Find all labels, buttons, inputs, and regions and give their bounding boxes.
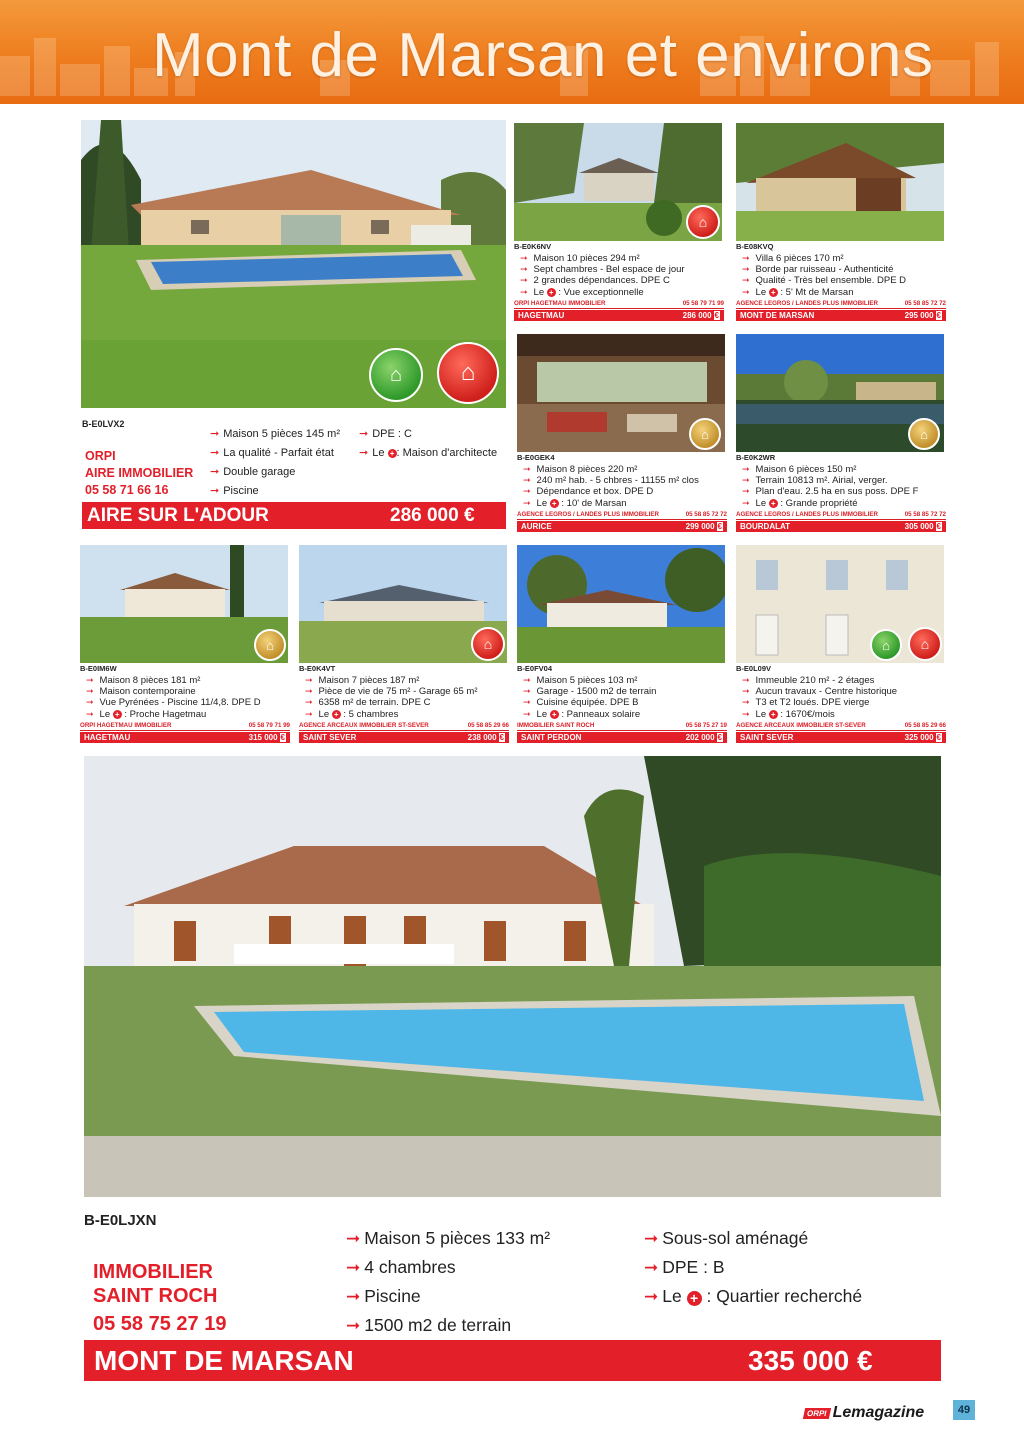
arrow-right-icon: ➞ [305,675,313,685]
arrow-right-icon: ➞ [523,686,531,697]
listing-card[interactable] [517,453,727,553]
agency-phone[interactable]: 05 58 79 71 99 [248,721,290,729]
feature-item: ➞ DPE : C [359,428,412,440]
agency-name-line: ORPI [85,449,116,463]
feature-item: ➞ Piscine [210,485,259,497]
feature-item: ➞ 4 chambres [346,1257,456,1277]
listing-card-main-2[interactable] [84,1212,941,1382]
listing-card-main-1[interactable] [82,418,506,530]
agency-name: IMMOBILIER SAINT ROCH [517,721,595,729]
arrow-right-icon: ➞ [210,447,220,459]
currency: € [717,521,722,531]
feature-item: ➞ 1500 m2 de terrain [346,1315,512,1335]
plus-icon: + [113,710,122,719]
plus-icon: + [550,499,559,508]
agency-phone[interactable]: 05 58 85 72 72 [685,510,727,518]
favorite-house-icon[interactable]: ⌂ [471,627,505,661]
feature-list [736,253,946,298]
arrow-right-icon: ➞ [644,1287,659,1306]
listing-ref: B-E0L09V [736,664,772,673]
agency-name: AGENCE ARCEAUX IMMOBILIER ST-SEVER [299,721,429,729]
gold-house-icon: ⌂ [689,418,721,450]
energy-house-icon: ⌂ [870,629,902,661]
feature-item: ➞ Le + : Grande propriété [742,497,858,509]
plus-icon: + [388,449,397,458]
currency: € [714,310,719,320]
arrow-right-icon: ➞ [86,686,94,697]
listing-photo-main-1[interactable] [81,120,506,408]
arrow-right-icon: ➞ [210,428,220,440]
feature-item: ➞ Le + : Panneaux solaire [523,708,641,720]
currency: € [280,732,285,742]
price: 305 000 [904,521,934,531]
arrow-right-icon: ➞ [520,275,528,286]
feature-list [359,425,497,463]
price: 315 000 [248,732,278,742]
city-name: HAGETMAU [518,310,565,320]
listing-photo-main-2[interactable] [84,756,941,1197]
feature-list [80,675,290,720]
feature-item: ➞ Maison 5 pièces 133 m² [346,1228,551,1248]
arrow-right-icon: ➞ [305,708,313,719]
arrow-right-icon: ➞ [210,466,220,478]
price: 335 000 € [748,1345,873,1376]
arrow-right-icon: ➞ [523,708,531,719]
agency-phone[interactable]: 05 58 75 27 19 [93,1313,227,1335]
arrow-right-icon: ➞ [742,264,750,275]
price-bar [82,502,506,529]
feature-item: ➞ Villa 6 pièces 170 m² [742,253,844,264]
arrow-right-icon: ➞ [523,697,531,708]
listing-photo[interactable] [736,123,944,241]
currency: € [936,521,941,531]
gold-house-icon: ⌂ [908,418,940,450]
feature-item: ➞ Sept chambres - Bel espace de jour [520,264,685,276]
currency: € [499,732,504,742]
agency-phone[interactable]: 05 58 85 72 72 [904,510,946,518]
listing-ref: B-E0K2WR [736,453,776,462]
arrow-right-icon: ➞ [742,497,750,508]
feature-item: ➞ Le + : Maison d'architecte [359,447,498,459]
agency-block [85,448,193,499]
arrow-right-icon: ➞ [742,675,750,685]
feature-item: ➞ DPE : B [644,1257,725,1277]
orpi-logo: ORPI [803,1408,831,1419]
price-bar [84,1340,941,1381]
agency-phone[interactable]: 05 58 85 72 72 [904,299,946,307]
city-name: SAINT SEVER [303,732,357,742]
arrow-right-icon: ➞ [742,275,750,286]
agency-phone[interactable]: 05 58 79 71 99 [682,299,724,307]
feature-list [517,464,727,509]
agency-name-line: IMMOBILIER [93,1261,213,1283]
arrow-right-icon: ➞ [742,686,750,697]
feature-list [517,675,727,720]
currency: € [936,310,941,320]
agency-row [517,510,727,520]
favorite-house-icon[interactable]: ⌂ [908,627,942,661]
city-name: HAGETMAU [84,732,131,742]
listing-photo[interactable] [736,334,944,452]
arrow-right-icon: ➞ [86,708,94,719]
arrow-right-icon: ➞ [520,253,528,263]
agency-row [514,299,724,309]
currency: € [717,732,722,742]
feature-item: ➞ Le + : 10' de Marsan [523,497,627,509]
plus-icon: + [550,710,559,719]
arrow-right-icon: ➞ [644,1229,659,1248]
agency-name-line: AIRE IMMOBILIER [85,466,194,480]
price: 295 000 [904,310,934,320]
magazine-brand [804,1402,924,1424]
city-name: SAINT PERDON [521,732,582,742]
page-number: 49 [953,1400,975,1420]
feature-item: ➞ Maison 5 pièces 103 m² [523,675,638,686]
arrow-right-icon: ➞ [742,697,750,708]
listing-ref: B-E0FV04 [517,664,553,673]
arrow-right-icon: ➞ [210,485,220,497]
gold-house-icon: ⌂ [254,629,286,661]
listing-ref: B-E0K4VT [299,664,336,673]
price-bar [736,521,946,532]
price-bar [299,732,509,743]
feature-item: ➞ 2 grandes dépendances. DPE C [520,275,670,287]
plus-icon: + [687,1291,702,1306]
listing-photo[interactable] [517,545,725,663]
arrow-right-icon: ➞ [742,464,750,474]
listing-card[interactable] [736,664,946,764]
city-name: AIRE SUR L'ADOUR [87,505,269,526]
listing-card[interactable] [514,242,724,342]
feature-list [736,675,946,720]
agency-row [736,510,946,520]
feature-item: ➞ Garage - 1500 m2 de terrain [523,686,657,698]
feature-list [736,464,946,509]
feature-item: ➞ Aucun travaux - Centre historique [742,686,898,698]
listing-ref: B-E0LJXN [84,1212,157,1229]
arrow-right-icon: ➞ [644,1258,659,1277]
feature-item: ➞ Dépendance et box. DPE D [523,486,654,498]
arrow-right-icon: ➞ [305,686,313,697]
feature-item: ➞ Maison 5 pièces 145 m² [210,428,340,440]
currency: € [936,732,941,742]
arrow-right-icon: ➞ [520,264,528,275]
agency-name: AGENCE ARCEAUX IMMOBILIER ST-SEVER [736,721,866,729]
feature-item: ➞ Immeuble 210 m² - 2 étages [742,675,875,686]
agency-name: AGENCE LEGROS / LANDES PLUS IMMOBILIER [736,510,878,518]
listing-ref: B-E08KVQ [736,242,774,251]
price-bar [80,732,290,743]
arrow-right-icon: ➞ [359,428,369,440]
price: 202 000 [685,732,715,742]
feature-item: ➞ Qualité - Très bel ensemble. DPE D [742,275,907,287]
feature-item: ➞ Le + : 5' Mt de Marsan [742,286,854,298]
listing-photo[interactable] [517,334,725,452]
feature-item: ➞ T3 et T2 loués. DPE vierge [742,697,870,709]
feature-item: ➞ La qualité - Parfait état [210,447,334,459]
feature-item: ➞ Borde par ruisseau - Authenticité [742,264,894,276]
feature-list [299,675,509,720]
favorite-house-icon[interactable]: ⌂ [437,342,499,404]
feature-item: ➞ Le + : 1670€/mois [742,708,835,720]
agency-phone[interactable]: 05 58 85 29 66 [904,721,946,729]
listing-ref: B-E0LVX2 [82,419,125,429]
price-bar [517,732,727,743]
feature-item: ➞ Terrain 10813 m². Airial, verger. [742,475,888,487]
arrow-right-icon: ➞ [359,447,369,459]
price-bar [736,310,946,321]
feature-item: ➞ Maison 7 pièces 187 m² [305,675,420,686]
price: 238 000 [467,732,497,742]
price: 325 000 [904,732,934,742]
listing-card[interactable] [736,453,946,553]
feature-item: ➞ Cuisine équipée. DPE B [523,697,639,709]
plus-icon: + [769,710,778,719]
price-bar [517,521,727,532]
arrow-right-icon: ➞ [520,286,528,297]
arrow-right-icon: ➞ [523,475,531,486]
arrow-right-icon: ➞ [523,675,531,685]
listing-card[interactable] [80,664,290,764]
feature-list [210,425,340,501]
arrow-right-icon: ➞ [86,675,94,685]
arrow-right-icon: ➞ [346,1229,361,1248]
arrow-right-icon: ➞ [742,253,750,263]
feature-item: ➞ Plan d'eau. 2.5 ha en sus poss. DPE F [742,486,919,498]
feature-item: ➞ Le + : Vue exceptionnelle [520,286,644,298]
feature-list [644,1224,862,1311]
listing-ref: B-E0IM6W [80,664,117,673]
feature-list [514,253,724,298]
arrow-right-icon: ➞ [742,708,750,719]
arrow-right-icon: ➞ [346,1316,361,1335]
agency-name: ORPI HAGETMAU IMMOBILIER [80,721,172,729]
feature-item: ➞ 6358 m² de terrain. DPE C [305,697,431,709]
listing-photo[interactable] [80,545,288,663]
price: 286 000 [682,310,712,320]
agency-name: AGENCE LEGROS / LANDES PLUS IMMOBILIER [736,299,878,307]
arrow-right-icon: ➞ [742,286,750,297]
agency-row [736,721,946,731]
listing-card[interactable] [517,664,727,764]
feature-item: ➞ Maison 8 pièces 181 m² [86,675,201,686]
arrow-right-icon: ➞ [346,1287,361,1306]
plus-icon: + [769,288,778,297]
agency-phone[interactable]: 05 58 71 66 16 [85,483,169,497]
feature-item: ➞ Le + : Proche Hagetmau [86,708,207,720]
city-name: MONT DE MARSAN [94,1345,354,1376]
energy-house-icon: ⌂ [369,348,423,402]
feature-list [346,1224,550,1340]
agency-row [517,721,727,731]
plus-icon: + [332,710,341,719]
feature-item: ➞ Sous-sol aménagé [644,1228,809,1248]
agency-name: AGENCE LEGROS / LANDES PLUS IMMOBILIER [517,510,659,518]
arrow-right-icon: ➞ [523,486,531,497]
arrow-right-icon: ➞ [86,697,94,708]
agency-name: ORPI HAGETMAU IMMOBILIER [514,299,606,307]
city-name: MONT DE MARSAN [740,310,815,320]
arrow-right-icon: ➞ [305,697,313,708]
feature-item: ➞ Maison contemporaine [86,686,196,698]
listing-photo[interactable] [514,123,722,241]
feature-item: ➞ Maison 10 pièces 294 m² [520,253,640,264]
feature-item: ➞ 240 m² hab. - 5 chbres - 11155 m² clos [523,475,699,487]
arrow-right-icon: ➞ [523,497,531,508]
feature-item: ➞ Maison 6 pièces 150 m² [742,464,857,475]
agency-row [736,299,946,309]
listing-card[interactable] [299,664,509,764]
price-bar [736,732,946,743]
agency-phone[interactable]: 05 58 75 27 19 [685,721,727,729]
feature-item: ➞ Le + : 5 chambres [305,708,399,720]
listing-card[interactable] [736,242,946,342]
listing-photo[interactable] [736,545,944,663]
agency-block [93,1260,226,1336]
city-name: SAINT SEVER [740,732,794,742]
arrow-right-icon: ➞ [346,1258,361,1277]
agency-name-line: SAINT ROCH [93,1285,218,1307]
city-name: BOURDALAT [740,521,791,531]
page-title: Mont de Marsan et environs [152,21,934,90]
feature-item: ➞ Le + : Quartier recherché [644,1286,863,1306]
city-name: AURICE [521,521,552,531]
agency-phone[interactable]: 05 58 85 29 66 [467,721,509,729]
feature-item: ➞ Piscine [346,1286,421,1306]
arrow-right-icon: ➞ [742,486,750,497]
magazine-name: Lemagazine [832,1404,925,1421]
price: 299 000 [685,521,715,531]
feature-item: ➞ Maison 8 pièces 220 m² [523,464,638,475]
arrow-right-icon: ➞ [742,475,750,486]
agency-row [299,721,509,731]
favorite-house-icon[interactable]: ⌂ [686,205,720,239]
price-bar [514,310,724,321]
plus-icon: + [769,499,778,508]
listing-ref: B-E0K6NV [514,242,552,251]
listing-photo[interactable] [299,545,507,663]
feature-item: ➞ Double garage [210,466,296,478]
feature-item: ➞ Vue Pyrénées - Piscine 11/4,8. DPE D [86,697,261,709]
feature-item: ➞ Pièce de vie de 75 m² - Garage 65 m² [305,686,478,698]
agency-row [80,721,290,731]
listing-ref: B-E0GEK4 [517,453,555,462]
plus-icon: + [547,288,556,297]
header-banner [0,0,1024,104]
arrow-right-icon: ➞ [523,464,531,474]
price: 286 000 € [390,505,475,526]
